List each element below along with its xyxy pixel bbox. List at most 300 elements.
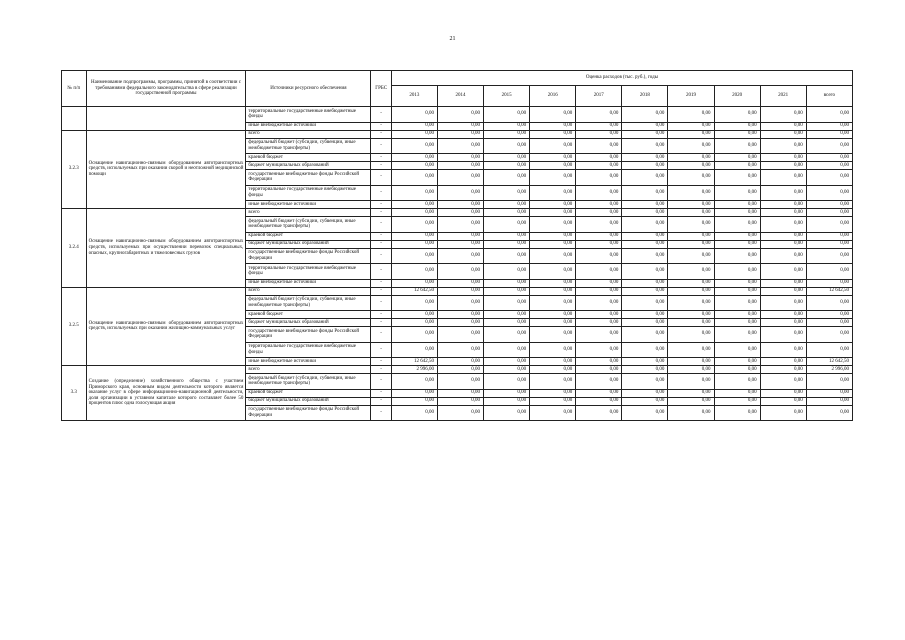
- value-cell: 0,00: [806, 185, 852, 201]
- value-cell: 0,00: [530, 279, 576, 287]
- value-cell: 0,00: [806, 405, 852, 421]
- value-cell: 0,00: [576, 232, 622, 240]
- value-cell: 0,00: [437, 366, 483, 374]
- value-cell: 0,00: [668, 232, 714, 240]
- value-cell: 0,00: [484, 107, 530, 123]
- value-cell: 0,00: [391, 342, 437, 358]
- grbs-cell: -: [371, 342, 391, 358]
- funding-source: государственные внебюджетные фонды Российской Федерации: [246, 170, 371, 186]
- value-cell: 0,00: [437, 358, 483, 366]
- value-cell: 0,00: [668, 311, 714, 319]
- value-cell: 0,00: [622, 185, 668, 201]
- value-cell: 12 642,50: [806, 358, 852, 366]
- value-cell: 0,00: [484, 154, 530, 162]
- value-cell: 12 642,50: [391, 358, 437, 366]
- value-cell: 0,00: [760, 405, 806, 421]
- value-cell: 0,00: [530, 295, 576, 311]
- value-cell: 0,00: [668, 327, 714, 343]
- value-cell: 0,00: [484, 279, 530, 287]
- value-cell: 0,00: [760, 366, 806, 374]
- value-cell: 0,00: [484, 232, 530, 240]
- value-cell: 0,00: [391, 389, 437, 397]
- value-cell: 0,00: [576, 130, 622, 138]
- value-cell: 0,00: [530, 209, 576, 217]
- value-cell: 0,00: [530, 405, 576, 421]
- value-cell: 0,00: [806, 170, 852, 186]
- value-cell: 0,00: [391, 217, 437, 233]
- value-cell: 0,00: [484, 397, 530, 405]
- value-cell: 0,00: [484, 405, 530, 421]
- grbs-cell: -: [371, 264, 391, 280]
- funding-source: всего: [246, 287, 371, 295]
- value-cell: 0,00: [622, 217, 668, 233]
- funding-source: иные внебюджетные источники: [246, 279, 371, 287]
- table-header: [62, 71, 853, 107]
- table-row: [62, 130, 853, 138]
- value-cell: 0,00: [806, 311, 852, 319]
- funding-source: всего: [246, 130, 371, 138]
- value-cell: 0,00: [576, 374, 622, 390]
- value-cell: 0,00: [530, 240, 576, 248]
- value-cell: 0,00: [760, 154, 806, 162]
- value-cell: 0,00: [806, 295, 852, 311]
- value-cell: 0,00: [806, 264, 852, 280]
- value-cell: 0,00: [391, 130, 437, 138]
- value-cell: 12 642,50: [391, 287, 437, 295]
- value-cell: 0,00: [576, 154, 622, 162]
- value-cell: 0,00: [437, 107, 483, 123]
- value-cell: 0,00: [622, 405, 668, 421]
- value-cell: 0,00: [668, 185, 714, 201]
- value-cell: 0,00: [530, 287, 576, 295]
- value-cell: 0,00: [391, 397, 437, 405]
- table-row: [62, 287, 853, 295]
- value-cell: 0,00: [760, 170, 806, 186]
- value-cell: 0,00: [760, 389, 806, 397]
- value-cell: 0,00: [668, 130, 714, 138]
- value-cell: 0,00: [760, 319, 806, 327]
- value-cell: 0,00: [484, 170, 530, 186]
- value-cell: 0,00: [760, 185, 806, 201]
- value-cell: 0,00: [576, 342, 622, 358]
- value-cell: 0,00: [622, 311, 668, 319]
- value-cell: 0,00: [714, 130, 760, 138]
- grbs-cell: -: [371, 107, 391, 123]
- value-cell: 0,00: [391, 311, 437, 319]
- value-cell: 0,00: [437, 130, 483, 138]
- value-cell: 0,00: [391, 279, 437, 287]
- value-cell: 0,00: [530, 162, 576, 170]
- value-cell: 0,00: [668, 154, 714, 162]
- value-cell: 0,00: [622, 327, 668, 343]
- value-cell: 0,00: [437, 311, 483, 319]
- grbs-cell: -: [371, 389, 391, 397]
- funding-source: краевой бюджет: [246, 389, 371, 397]
- value-cell: 0,00: [530, 201, 576, 209]
- item-name: Оснащение навигационно-связным оборудованием автотранспортных средств, используемых при оказании жилищно-коммунальных услуг: [86, 287, 246, 366]
- value-cell: 0,00: [484, 327, 530, 343]
- funding-source: федеральный бюджет (субсидии, субвенции, иные межбюджетные трансферты): [246, 374, 371, 390]
- value-cell: 0,00: [668, 138, 714, 154]
- value-cell: 0,00: [391, 240, 437, 248]
- funding-source: территориальные государственные внебюджетные фонды: [246, 342, 371, 358]
- value-cell: 0,00: [576, 279, 622, 287]
- value-cell: 0,00: [760, 209, 806, 217]
- value-cell: 0,00: [622, 240, 668, 248]
- funding-source: всего: [246, 366, 371, 374]
- value-cell: 0,00: [437, 397, 483, 405]
- value-cell: 0,00: [622, 397, 668, 405]
- value-cell: 0,00: [530, 185, 576, 201]
- value-cell: 0,00: [391, 107, 437, 123]
- value-cell: 0,00: [760, 122, 806, 130]
- value-cell: 0,00: [484, 264, 530, 280]
- value-cell: 0,00: [760, 240, 806, 248]
- funding-source: территориальные государственные внебюджетные фонды: [246, 107, 371, 123]
- value-cell: 0,00: [622, 295, 668, 311]
- value-cell: 0,00: [806, 319, 852, 327]
- value-cell: 0,00: [668, 162, 714, 170]
- value-cell: 0,00: [437, 319, 483, 327]
- value-cell: 0,00: [760, 248, 806, 264]
- header-year: 2017: [576, 86, 622, 107]
- value-cell: 0,00: [806, 374, 852, 390]
- value-cell: 0,00: [437, 154, 483, 162]
- value-cell: 0,00: [760, 130, 806, 138]
- header-source: Источники ресурсного обеспечения: [246, 71, 371, 107]
- value-cell: 0,00: [760, 374, 806, 390]
- value-cell: 0,00: [760, 295, 806, 311]
- value-cell: 0,00: [391, 374, 437, 390]
- funding-source: территориальные государственные внебюджетные фонды: [246, 264, 371, 280]
- value-cell: 0,00: [668, 248, 714, 264]
- value-cell: 0,00: [576, 287, 622, 295]
- value-cell: 0,00: [622, 389, 668, 397]
- table-body: [62, 107, 853, 421]
- grbs-cell: -: [371, 397, 391, 405]
- value-cell: 0,00: [714, 397, 760, 405]
- value-cell: 0,00: [760, 287, 806, 295]
- value-cell: 0,00: [806, 240, 852, 248]
- value-cell: 0,00: [437, 248, 483, 264]
- value-cell: 0,00: [484, 138, 530, 154]
- value-cell: 0,00: [806, 217, 852, 233]
- funding-source: бюджет муниципальных образований: [246, 397, 371, 405]
- item-name: [86, 107, 246, 131]
- value-cell: 0,00: [668, 122, 714, 130]
- value-cell: 0,00: [437, 201, 483, 209]
- value-cell: 0,00: [668, 279, 714, 287]
- value-cell: 0,00: [391, 264, 437, 280]
- item-number: [62, 107, 87, 131]
- value-cell: 0,00: [437, 185, 483, 201]
- funding-source: федеральный бюджет (субсидии, субвенции, иные межбюджетные трансферты): [246, 138, 371, 154]
- value-cell: 0,00: [576, 107, 622, 123]
- value-cell: 0,00: [484, 366, 530, 374]
- value-cell: 0,00: [806, 209, 852, 217]
- value-cell: 0,00: [714, 342, 760, 358]
- value-cell: 0,00: [622, 170, 668, 186]
- grbs-cell: -: [371, 327, 391, 343]
- value-cell: 0,00: [391, 405, 437, 421]
- value-cell: 0,00: [714, 366, 760, 374]
- value-cell: 0,00: [806, 327, 852, 343]
- value-cell: 0,00: [576, 209, 622, 217]
- value-cell: 0,00: [576, 366, 622, 374]
- value-cell: 0,00: [576, 405, 622, 421]
- value-cell: 0,00: [760, 358, 806, 366]
- header-year: всего: [806, 86, 852, 107]
- value-cell: 0,00: [806, 342, 852, 358]
- grbs-cell: -: [371, 130, 391, 138]
- value-cell: 0,00: [668, 358, 714, 366]
- value-cell: 0,00: [484, 287, 530, 295]
- value-cell: 0,00: [391, 248, 437, 264]
- value-cell: 0,00: [437, 232, 483, 240]
- value-cell: 0,00: [668, 319, 714, 327]
- grbs-cell: -: [371, 122, 391, 130]
- header-year: 2014: [437, 86, 483, 107]
- value-cell: 0,00: [714, 107, 760, 123]
- funding-source: государственные внебюджетные фонды Российской Федерации: [246, 327, 371, 343]
- value-cell: 0,00: [576, 327, 622, 343]
- value-cell: 0,00: [530, 319, 576, 327]
- value-cell: 0,00: [437, 138, 483, 154]
- value-cell: 0,00: [530, 311, 576, 319]
- value-cell: 0,00: [806, 138, 852, 154]
- grbs-cell: -: [371, 185, 391, 201]
- value-cell: 0,00: [622, 248, 668, 264]
- value-cell: 0,00: [760, 264, 806, 280]
- funding-source: краевой бюджет: [246, 311, 371, 319]
- value-cell: 2 996,00: [806, 366, 852, 374]
- value-cell: 0,00: [760, 232, 806, 240]
- funding-source: краевой бюджет: [246, 154, 371, 162]
- value-cell: 0,00: [484, 209, 530, 217]
- grbs-cell: -: [371, 154, 391, 162]
- value-cell: 0,00: [391, 170, 437, 186]
- value-cell: 0,00: [714, 217, 760, 233]
- value-cell: 0,00: [760, 138, 806, 154]
- value-cell: 0,00: [484, 248, 530, 264]
- value-cell: 0,00: [714, 311, 760, 319]
- value-cell: 0,00: [714, 264, 760, 280]
- grbs-cell: -: [371, 405, 391, 421]
- value-cell: 0,00: [714, 287, 760, 295]
- value-cell: 0,00: [576, 248, 622, 264]
- value-cell: 0,00: [484, 185, 530, 201]
- value-cell: 0,00: [576, 389, 622, 397]
- value-cell: 0,00: [622, 358, 668, 366]
- value-cell: 0,00: [530, 217, 576, 233]
- value-cell: 0,00: [530, 122, 576, 130]
- value-cell: 0,00: [806, 232, 852, 240]
- header-year: 2021: [760, 86, 806, 107]
- value-cell: 0,00: [760, 162, 806, 170]
- value-cell: 0,00: [622, 342, 668, 358]
- value-cell: 0,00: [437, 170, 483, 186]
- value-cell: 0,00: [484, 201, 530, 209]
- value-cell: 0,00: [484, 311, 530, 319]
- value-cell: 0,00: [668, 170, 714, 186]
- grbs-cell: -: [371, 170, 391, 186]
- value-cell: 0,00: [530, 138, 576, 154]
- value-cell: 0,00: [576, 217, 622, 233]
- value-cell: 0,00: [530, 342, 576, 358]
- value-cell: 0,00: [714, 138, 760, 154]
- value-cell: 0,00: [437, 389, 483, 397]
- value-cell: 0,00: [576, 397, 622, 405]
- value-cell: 0,00: [714, 405, 760, 421]
- value-cell: 12 642,50: [806, 287, 852, 295]
- value-cell: 0,00: [437, 405, 483, 421]
- value-cell: 0,00: [391, 122, 437, 130]
- value-cell: 0,00: [622, 122, 668, 130]
- grbs-cell: -: [371, 366, 391, 374]
- expenses-table: [61, 70, 853, 421]
- value-cell: 0,00: [806, 397, 852, 405]
- value-cell: 0,00: [484, 319, 530, 327]
- value-cell: 0,00: [530, 358, 576, 366]
- value-cell: 0,00: [484, 162, 530, 170]
- value-cell: 0,00: [576, 295, 622, 311]
- value-cell: 0,00: [668, 342, 714, 358]
- value-cell: 0,00: [391, 327, 437, 343]
- value-cell: 0,00: [806, 389, 852, 397]
- value-cell: 0,00: [760, 279, 806, 287]
- value-cell: 0,00: [391, 201, 437, 209]
- value-cell: 0,00: [484, 217, 530, 233]
- value-cell: 0,00: [576, 358, 622, 366]
- value-cell: 0,00: [714, 170, 760, 186]
- value-cell: 0,00: [668, 397, 714, 405]
- value-cell: 0,00: [391, 209, 437, 217]
- value-cell: 0,00: [806, 130, 852, 138]
- header-year: 2019: [668, 86, 714, 107]
- value-cell: 0,00: [437, 279, 483, 287]
- funding-source: иные внебюджетные источники: [246, 122, 371, 130]
- header-year: 2018: [622, 86, 668, 107]
- table-row: [62, 107, 853, 123]
- funding-source: государственные внебюджетные фонды Российской Федерации: [246, 248, 371, 264]
- value-cell: 0,00: [622, 154, 668, 162]
- value-cell: 0,00: [437, 217, 483, 233]
- value-cell: 0,00: [437, 342, 483, 358]
- value-cell: 0,00: [391, 295, 437, 311]
- value-cell: 0,00: [576, 201, 622, 209]
- value-cell: 0,00: [484, 389, 530, 397]
- value-cell: 0,00: [576, 264, 622, 280]
- item-name: Оснащение навигационно-связным оборудованием автотранспортных средств, используемых при оказании скорой и неотложной медицинской помощи: [86, 130, 246, 209]
- value-cell: 0,00: [668, 217, 714, 233]
- grbs-cell: -: [371, 217, 391, 233]
- value-cell: 0,00: [760, 311, 806, 319]
- item-number: 3.2.4: [62, 209, 87, 288]
- value-cell: 0,00: [714, 327, 760, 343]
- value-cell: 0,00: [576, 122, 622, 130]
- value-cell: 0,00: [714, 319, 760, 327]
- value-cell: 0,00: [714, 154, 760, 162]
- value-cell: 0,00: [484, 240, 530, 248]
- value-cell: 0,00: [668, 366, 714, 374]
- header-name: Наименование подпрограммы, программы, принятой в соответствии с требованиями федерального законодательства в сфере реализации государственной программы: [86, 71, 246, 107]
- value-cell: 0,00: [806, 279, 852, 287]
- value-cell: 0,00: [622, 209, 668, 217]
- funding-source: территориальные государственные внебюджетные фонды: [246, 185, 371, 201]
- grbs-cell: -: [371, 358, 391, 366]
- value-cell: 0,00: [484, 130, 530, 138]
- header-grbs: ГРБС: [371, 71, 391, 107]
- value-cell: 0,00: [760, 217, 806, 233]
- value-cell: 0,00: [391, 162, 437, 170]
- value-cell: 0,00: [714, 389, 760, 397]
- header-year: 2020: [714, 86, 760, 107]
- value-cell: 0,00: [437, 264, 483, 280]
- funding-source: бюджет муниципальных образований: [246, 240, 371, 248]
- value-cell: 0,00: [576, 185, 622, 201]
- value-cell: 0,00: [714, 248, 760, 264]
- value-cell: 0,00: [760, 342, 806, 358]
- value-cell: 0,00: [806, 107, 852, 123]
- value-cell: 0,00: [760, 201, 806, 209]
- value-cell: 0,00: [437, 162, 483, 170]
- value-cell: 2 996,00: [391, 366, 437, 374]
- grbs-cell: -: [371, 201, 391, 209]
- grbs-cell: -: [371, 248, 391, 264]
- value-cell: 0,00: [484, 374, 530, 390]
- funding-source: краевой бюджет: [246, 232, 371, 240]
- value-cell: 0,00: [576, 138, 622, 154]
- value-cell: 0,00: [391, 138, 437, 154]
- value-cell: 0,00: [391, 319, 437, 327]
- value-cell: 0,00: [530, 389, 576, 397]
- item-name: Создание (определение) хозяйственного общества с участием Приморского края, основным видом деятельности которого является оказание услуг в сфере информационно-навигационной деятельности, доля организации в уставном капитале которого составляет более 50 процентов плюс одна голосующая акция: [86, 366, 246, 421]
- value-cell: 0,00: [714, 162, 760, 170]
- item-name: Оснащение навигационно-связным оборудованием автотранспортных средств, используемых при осуществлении перевозок специальных, опасных, крупногабаритных и тяжеловесных грузов: [86, 209, 246, 288]
- funding-source: иные внебюджетные источники: [246, 201, 371, 209]
- grbs-cell: -: [371, 209, 391, 217]
- value-cell: 0,00: [530, 327, 576, 343]
- header-estimate: Оценка расходов (тыс. руб.), годы: [391, 71, 852, 86]
- page-number: 21: [449, 36, 456, 42]
- value-cell: 0,00: [714, 374, 760, 390]
- value-cell: 0,00: [622, 374, 668, 390]
- value-cell: 0,00: [760, 327, 806, 343]
- value-cell: 0,00: [576, 240, 622, 248]
- value-cell: 0,00: [714, 279, 760, 287]
- value-cell: 0,00: [714, 185, 760, 201]
- value-cell: 0,00: [668, 201, 714, 209]
- value-cell: 0,00: [668, 240, 714, 248]
- value-cell: 0,00: [391, 185, 437, 201]
- value-cell: 0,00: [806, 122, 852, 130]
- value-cell: 0,00: [668, 107, 714, 123]
- value-cell: 0,00: [622, 201, 668, 209]
- value-cell: 0,00: [530, 232, 576, 240]
- value-cell: 0,00: [668, 389, 714, 397]
- item-number: 3.3: [62, 366, 87, 421]
- value-cell: 0,00: [484, 358, 530, 366]
- funding-source: всего: [246, 209, 371, 217]
- value-cell: 0,00: [437, 122, 483, 130]
- value-cell: 0,00: [668, 374, 714, 390]
- value-cell: 0,00: [668, 209, 714, 217]
- value-cell: 0,00: [437, 209, 483, 217]
- value-cell: 0,00: [622, 279, 668, 287]
- grbs-cell: -: [371, 279, 391, 287]
- funding-source: федеральный бюджет (субсидии, субвенции, иные межбюджетные трансферты): [246, 295, 371, 311]
- table-row: [62, 366, 853, 374]
